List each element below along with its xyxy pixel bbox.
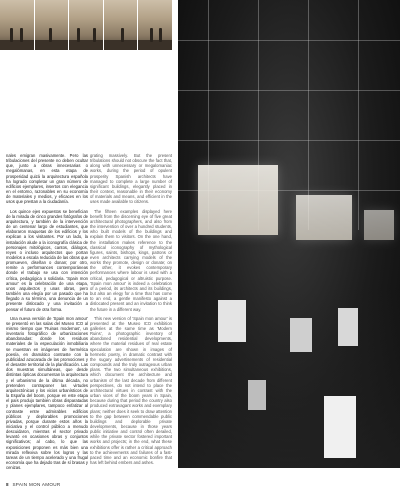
display-screen [198,165,278,235]
paragraph: Los quince ejes expuestos se benefician de la mirada de cinco grandes fotógrafos de arquitectura, y también de la intervención de un centenar largo de estudiantes, que elaboraron maquetas de los edificios y los explican a los visitantes. Por un lado, la instalación alude a la iconografía clásica de personajes mitológicos, cantos, diálogos, reyes o incluso arquitectos que portan modelos a escala reducida de las obras que promueven, diseñan o donan; por otro, remite a performances contemporáneas donde el trabajo se usa con intención crítica, pedagógica o solidaria. 'Spain mon amour' es la celebración de una etapa, unos arquitectos y unas obras, pero también una elegía por un pasado que ha llegado a su término, una denuncia de un presente dislocado y una invitación a pensar el futuro de otra forma. [6,208,88,312]
exhibition-thumbnail [69,0,104,50]
exhibition-thumbnail [0,0,35,50]
exhibition-thumbnail [104,0,139,50]
model-plinth [248,380,266,410]
model-plinth [218,300,246,342]
display-screen [364,210,394,240]
display-screen [296,195,352,240]
paragraph: The fifteen examples displayed here benefit from the discerning eye of five great architectural photographers, and also from the intervention of over a hundred students, who built models of the buildings and explain them to visitors. On the one hand, the installation makes reference to the classical iconography of mythological figures, saints, bishops, kings, patrons or even architects carrying models of the works they promote, design or donate; on the other, it evokes contemporary performances where labour is used with a critical, pedagogical or altruistic purpose. 'Spain mon amour' is indeed a celebration of a period, its architects and its buildings, but also an elegy for a time that has come to an end, a gentle manifesto against a dislocated present and an invitation to think the future in a different way. [90,208,172,312]
model-plinth [290,318,312,352]
model-plinth [338,308,358,346]
paragraph: This new version of 'Spain mon amour' is presented at the Museo ICO exhibition galleries at the same time as 'Modern Ruins', a photographic inventory of abandoned residential developments, where the material residues of real estate speculation are shown in images of hermetic poetry, in dramatic contrast with the sugary advertisements of residential compounds and the truly outrageous urban plans. The two simultaneous exhibitions, which document the architecture and urbanism of the last decade from different perspectives, do not intend to place the architectural virtues in contrast with the urban vices of the boom years in Spain, because during that period the country also produced extravagant works and exemplary plans; neither does it seek to draw attention to the gap between commendable public buildings and deplorable private developments, because in those years public initiative and control often derailed, while the private sector fostered important works and projects; in the end, what these exhibitions offer is rather a critical approach to the achievements and failures of a fast-paced time and an economic bonfire that has left behind embers and ashes. [90,315,172,466]
exhibition-thumbnail [35,0,70,50]
paragraph: nales emigran masivamente. Pero las tribulaciones del presente no deben ocultar que, junto a obras innecesarias o megalómanas, en esta etapa de prosperidad quizá la arquitectura española ha logrado completar un gran número de edificios ejemplares, insertos con elegancia en el entorno, razonables en su economía de materiales y medios, y eficaces en los usos que prestan a la ciudadanía. [6,153,88,205]
page-footer [6,482,61,487]
page-number: 8 [6,482,9,487]
exhibition-hall-photo [178,0,400,468]
thumbnail-strip [0,0,172,50]
running-title: SPAIN MON AMOUR [12,482,61,487]
exhibition-thumbnail [138,0,172,50]
model-plinth [324,396,356,458]
paragraph: grating massively. But the present tribulations should not obscure the fact that, along with unnecessary or megalomaniac works, during the period of opulent prosperity Spanish architects have managed to complete a large number of significant buildings, elegantly placed in their context, reasonable in their economy of materials and means, and efficient in the uses made available to citizens. [90,153,172,205]
english-text-column [90,153,172,469]
spanish-text-column [6,153,88,474]
paragraph: Una nueva versión de 'Spain mon amour' se presentó en las salas del Museo ICO al mismo tiempo que 'Ruinas modernas', un inventario fotográfico de urbanizaciones abandonadas: donde los residuos materiales de la especulación inmobiliaria se muestran en imágenes de hermética poesía, en dramático contraste con la publicidad azucarada de las promociones y el desastre territorial de la planificación. Las dos muestras simultáneas, que desde distintas ópticas documentan la arquitectura y el urbanismo de la última década, no pretenden contraponer las virtudes arquitectónicas y los vicios urbanísticos de la España del boom, porque en este etapa el país produjo también obras disparatadas y planes ejemplares, tampoco enfatizar al contraste entre admirables edificios públicos y deplorables promociones privadas, porque durante estos años la iniciativa y el control público a menudo descuidaron, mientras el sector privado levantó en ocasiones obras y conjuntos significativos; al cabo, lo que las exposiciones proponen es más bien una mirada reflexiva sobre los logros y las tareas de un tiempo acelerado y una frugal economía que ha dejado tras de sí brasas y cenizas. [6,315,88,471]
